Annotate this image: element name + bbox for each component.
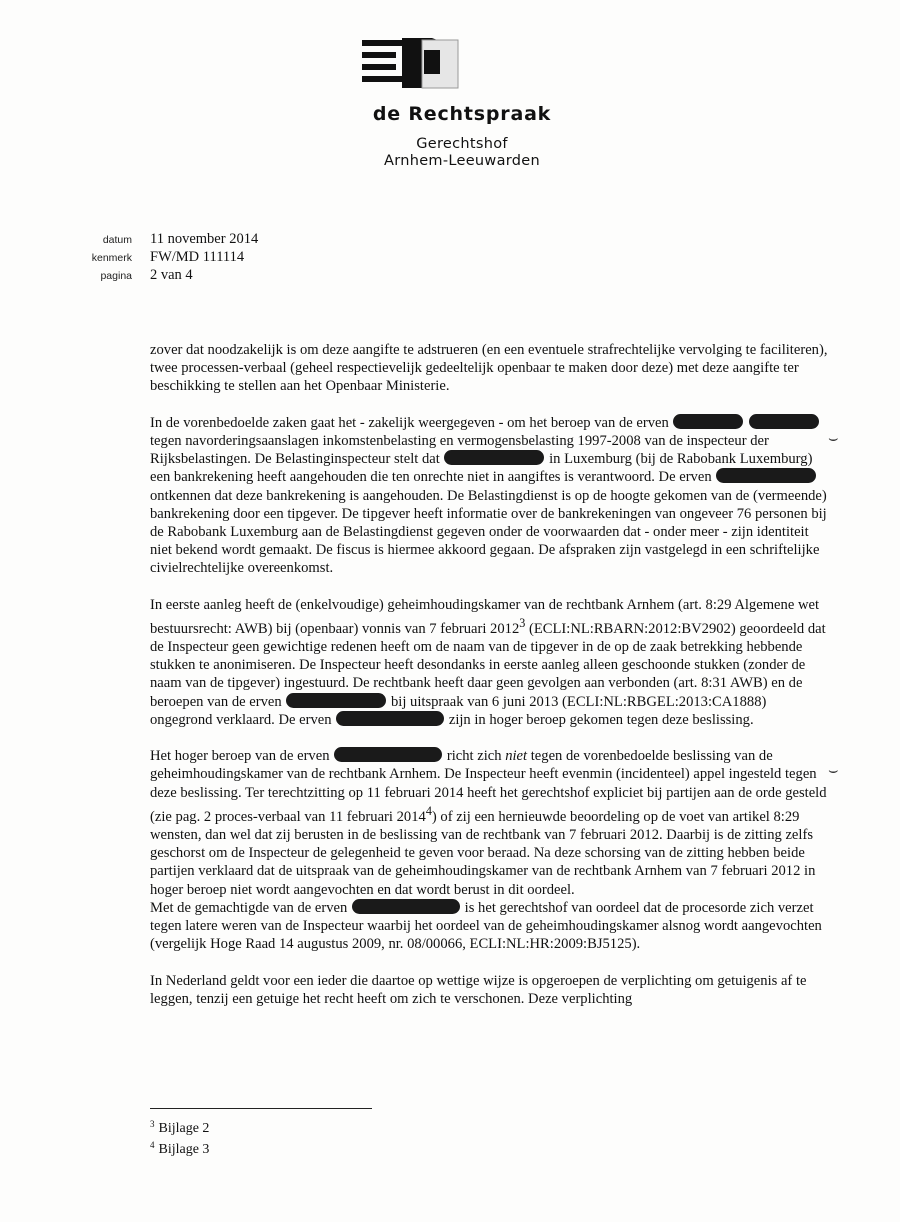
redaction-block xyxy=(352,899,460,914)
paragraph-5 xyxy=(150,899,830,954)
emphasis: niet xyxy=(505,748,528,765)
redaction-block xyxy=(716,468,816,483)
text-run: is het gerechtshof van oordeel dat de procesorde zich verzet tegen latere weren van de Inspecteur waarbij het oordeel van de geheimhoudingskamer alsnog wordt aangevochten (vergelijk Hoge Raad 14 augustus 2009, nr. 08/00066, ECLI:NL:HR:2009:BJ5125). xyxy=(150,899,822,953)
meta-label: pagina xyxy=(100,270,132,282)
text-run: In de vorenbedoelde zaken gaat het - zakelijk weergegeven - om het beroep van de erven xyxy=(150,414,669,431)
text-run: zijn in hoger beroep gekomen tegen deze beslissing. xyxy=(448,711,754,728)
footnote-ref: 4 xyxy=(425,803,432,818)
text-run: ontkennen dat deze bankrekening is aangehouden. De Belastingdienst is op de hoogte gekomen van de (vermeende) bankrekening door een tipgever. De tipgever heeft informatie over de bankrekeningen van ongeveer 76 personen bij de Rabobank Luxemburg aan de Belastingdienst gegeven onder de voorwaarden dat - onder meer - zijn identiteit niet bekend wordt gemaakt. De fiscus is hiermee akkoord gegaan. De afspraken zijn vastgelegd in een schriftelijke civielrechtelijke overeenkomst. xyxy=(150,487,827,577)
footnote-text: Bijlage 3 xyxy=(158,1142,210,1157)
letter-body xyxy=(150,341,830,1026)
text-run: tegen de vorenbedoelde beslissing van de geheimhoudingskamer van de rechtbank Arnhem. De Inspecteur heeft evenmin (incidenteel) appel ingesteld tegen deze beslissing. Ter terechtzitting op 11 februari 2014 heeft het gerechtshof expliciet bij partijen aan de orde gesteld (zie pag. 2 proces-verbaal van 11 februari 2014 xyxy=(150,748,827,825)
text-run: ) of zij een hernieuwde beoordeling op de voet van artikel 8:29 wensten, dan wel dat zij berusten in de beslissing van de rechtbank van 7 februari 2012. Daarbij is de zitting zelfs geschorst om de Inspecteur de gelegenheid te geven voor beraad. Na deze schorsing van de zitting hebben beide partijen verklaard dat de uitspraak van de geheimhoudingskamer van de rechtbank Arnhem van 7 februari 2012 in hoger beroep niet wordt aangevochten en dat wordt berust in dit oordeel. xyxy=(150,808,816,898)
rechtspraak-logo-icon xyxy=(362,36,462,92)
scan-mark: ⌣ xyxy=(828,760,839,779)
paragraph-1: zover dat noodzakelijk is om deze aangifte te adstrueren (en een eventuele strafrechtelijke vervolging te faciliteren), twee processen-verbaal (geheel respectievelijk gedeeltelijk openbaar te maken door deze) met deze aangifte ter beschikking te stellen aan het Openbaar Ministerie. xyxy=(150,342,828,395)
meta-value: 2 van 4 xyxy=(150,267,193,283)
paragraph-2 xyxy=(150,414,830,578)
meta-row-datum xyxy=(60,231,258,249)
footnotes xyxy=(150,1116,209,1158)
court-name-line1: Gerechtshof xyxy=(416,136,508,152)
text-run: in Luxemburg (bij de Rabobank Luxemburg) een bankrekening heeft aangehouden die ten onrechte niet in aangiftes is verantwoord. De erven xyxy=(150,451,813,486)
redaction-block xyxy=(673,414,743,429)
document-meta xyxy=(60,231,258,285)
paragraph-3 xyxy=(150,596,830,729)
redaction-block xyxy=(444,450,544,465)
meta-row-kenmerk xyxy=(60,249,258,267)
meta-value: FW/MD 111114 xyxy=(150,249,245,265)
brand-name: de Rechtspraak xyxy=(372,103,552,125)
meta-row-pagina xyxy=(60,267,258,285)
text-run: Het hoger beroep van de erven xyxy=(150,748,330,765)
redaction-block xyxy=(334,747,442,762)
court-name-line2: Arnhem-Leeuwarden xyxy=(383,153,540,169)
footnote-text: Bijlage 2 xyxy=(158,1121,210,1136)
meta-label: kenmerk xyxy=(91,252,132,264)
footnote-number: 3 xyxy=(150,1119,155,1129)
text-run: In eerste aanleg heeft de (enkelvoudige) geheimhoudingskamer van de rechtbank Arnhem (art. 8:29 Algemene wet bestuursrecht: AWB) bij (openbaar) vonnis van 7 februari 2012 xyxy=(150,596,820,637)
redaction-block xyxy=(286,693,386,708)
footnote-divider xyxy=(150,1108,372,1109)
meta-label: datum xyxy=(102,234,132,246)
text-run: tegen navorderingsaanslagen inkomstenbelasting en vermogensbelasting 1997-2008 van de inspecteur der Rijksbelastingen. De Belastinginspecteur stelt dat xyxy=(150,433,769,468)
redaction-block xyxy=(749,414,819,429)
footnote-ref: 3 xyxy=(519,616,526,631)
text-run: (ECLI:NL:RBARN:2012:BV2902) geoordeeld dat de Inspecteur geen gewichtige redenen heeft om de naam van de tipgever in de op de zaak betrekking hebbende stukken te anonimiseren. De Inspecteur heeft desondanks in eerste aanleg alleen geschoonde stukken (zonder de naam van de tipgever) ingestuurd. De rechtbank heeft daar geen gevolgen aan verbonden (art. 8:31 AWB) en de beroepen van de erven xyxy=(150,620,826,710)
footnote-number: 4 xyxy=(150,1140,155,1150)
paragraph-4 xyxy=(150,747,830,898)
scan-mark: ⌣ xyxy=(828,428,839,447)
meta-value: 11 november 2014 xyxy=(150,231,259,247)
text-run: Met de gemachtigde van de erven xyxy=(150,899,348,916)
footnote-item xyxy=(150,1137,209,1158)
text-run: bij uitspraak van 6 juni 2013 (ECLI:NL:RBGEL:2013:CA1888) ongegrond verklaard. De erven xyxy=(150,693,767,728)
text-run: richt zich xyxy=(446,748,502,765)
redaction-block xyxy=(336,711,444,726)
paragraph-6: In Nederland geldt voor een ieder die daartoe op wettige wijze is opgeroepen de verplichting om getuigenis af te leggen, tenzij een getuige het recht heeft om zich te verschonen. Deze verplichting xyxy=(150,972,807,1007)
footnote-item xyxy=(150,1116,209,1137)
